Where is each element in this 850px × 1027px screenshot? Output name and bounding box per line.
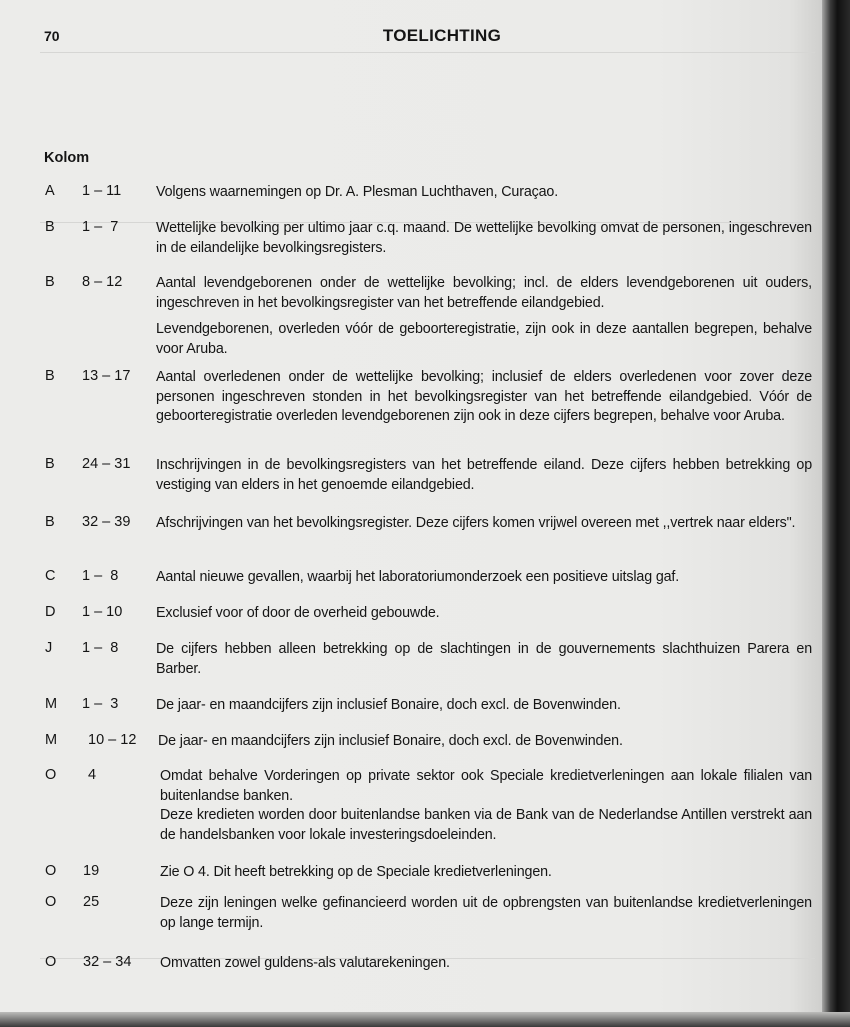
entry-letter: C	[45, 568, 56, 584]
entry-text: Inschrijvingen in de bevolkingsregisters van het betreffende eiland. Deze cijfers hebben betrekking op vestiging van elders in het genoemde eilandgebied.	[156, 457, 812, 493]
entry-range: 24 – 31	[82, 456, 131, 472]
entry-range: 1 – 8	[82, 640, 119, 656]
entry-range: 1 – 7	[82, 219, 119, 235]
entry-letter: O	[45, 863, 57, 879]
page-bottom-edge	[0, 1012, 850, 1027]
entry-letter: M	[45, 696, 58, 712]
page-title: TOELICHTING	[382, 26, 502, 45]
entry-range: 1 – 3	[82, 696, 119, 712]
entry-text: Exclusief voor of door de overheid gebouwde.	[156, 605, 440, 621]
entry-letter: D	[45, 604, 56, 620]
entry-text: Omvatten zowel guldens-als valutarekeningen.	[160, 955, 450, 971]
entry-range: 1 – 10	[82, 604, 123, 620]
page-number: 70	[44, 28, 60, 44]
entry-text: Zie O 4. Dit heeft betrekking op de Speciale kredietverleningen.	[160, 864, 552, 880]
entry-letter: B	[45, 514, 55, 530]
entry-letter: O	[45, 894, 57, 910]
entry-range: 10 – 12	[88, 732, 137, 748]
entry-letter: M	[45, 732, 58, 748]
entry-range: 19	[83, 863, 100, 879]
entry-text: De cijfers hebben alleen betrekking op de slachtingen in de gouvernements slachthuizen Parera en Barber.	[156, 641, 812, 677]
entry-letter: O	[45, 767, 57, 783]
entry-letter: B	[45, 274, 55, 290]
entry-letter: B	[45, 456, 55, 472]
entry-range: 1 – 11	[82, 183, 122, 199]
entry-range: 13 – 17	[82, 368, 131, 384]
entry-range: 8 – 12	[82, 274, 123, 290]
entry-text: Deze zijn leningen welke gefinancieerd worden uit de opbrengsten van buitenlandse kredietverleningen op lange termijn.	[160, 895, 812, 931]
entry-range: 32 – 39	[82, 514, 131, 530]
entry-text: Afschrijvingen van het bevolkingsregister. Deze cijfers komen vrijwel overeen met ,,vertrek naar elders".	[156, 515, 796, 531]
entry-text: Omdat behalve Vorderingen op private sektor ook Speciale kredietverleningen aan lokale filialen van buitenlandse banken.	[160, 768, 812, 804]
entry-text: Levendgeborenen, overleden vóór de geboorteregistratie, zijn ook in deze aantallen begrepen, behalve voor Aruba.	[156, 321, 812, 357]
book-binding-edge	[822, 0, 850, 1027]
entry-text: Wettelijke bevolking per ultimo jaar c.q. maand. De wettelijke bevolking omvat de personen, ingeschreven in de eilandelijke bevolkingsregisters.	[156, 220, 812, 256]
entry-range: 4	[88, 767, 97, 783]
entry-text: Deze kredieten worden door buitenlandse banken via de Bank van de Nederlandse Antillen verstrekt aan de handelsbanken voor lokale investeringsdoeleinden.	[160, 807, 812, 843]
entry-letter: J	[45, 640, 53, 656]
entry-text: Aantal nieuwe gevallen, waarbij het laboratoriumonderzoek een positieve uitslag gaf.	[156, 569, 680, 585]
entry-text: Aantal overledenen onder de wettelijke bevolking; inclusief de elders overledenen voor zover deze personen ingeschreven stonden in het bevolkingsregister van het betreffende eilandgebied. Vóór de geboorteregistratie overleden levendgeborenen zijn ook in deze cijfers begrepen, behalve voor Aruba.	[156, 369, 812, 425]
entry-text: De jaar- en maandcijfers zijn inclusief Bonaire, doch excl. de Bovenwinden.	[156, 697, 621, 713]
entry-letter: B	[45, 368, 55, 384]
entry-letter: B	[45, 219, 55, 235]
entry-text: De jaar- en maandcijfers zijn inclusief Bonaire, doch excl. de Bovenwinden.	[158, 733, 623, 749]
entry-range: 25	[83, 894, 100, 910]
entry-range: 1 – 8	[82, 568, 119, 584]
column-heading: Kolom	[44, 150, 90, 166]
entry-letter: O	[45, 954, 57, 970]
entry-text: Aantal levendgeborenen onder de wettelijke bevolking; incl. de elders levendgeborenen uit ouders, ingeschreven in het bevolkingsregister van het betreffende eilandgebied.	[156, 275, 812, 311]
entry-text: Volgens waarnemingen op Dr. A. Plesman Luchthaven, Curaçao.	[156, 184, 559, 200]
show-through-rule	[40, 52, 815, 53]
entry-range: 32 – 34	[83, 954, 132, 970]
entry-letter: A	[45, 183, 55, 199]
